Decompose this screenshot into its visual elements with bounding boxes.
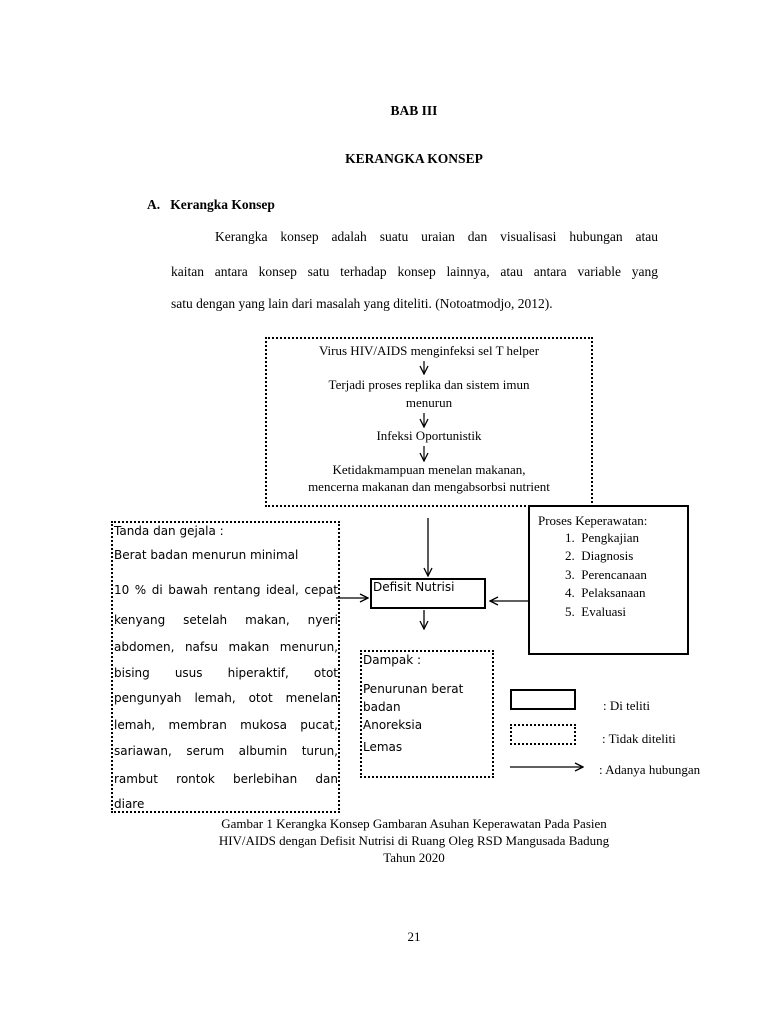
signs-title: Tanda dan gejala : (114, 524, 224, 538)
flow-step-4-line-2: mencerna makanan dan mengabsorbsi nutrient (308, 479, 550, 494)
deficit-nutrition-label: Defisit Nutrisi (373, 580, 455, 594)
section-heading: A. Kerangka Konsep (147, 197, 275, 212)
paragraph-line-2: kaitan antara konsep satu terhadap konsep lainnya, atau antara variable yang (171, 264, 658, 279)
signs-line-6: pengunyah lemah, otot menelan (114, 691, 338, 705)
legend-not-studied-label: : Tidak diteliti (602, 731, 676, 746)
paragraph-line-1: Kerangka konsep adalah suatu uraian dan visualisasi hubungan atau (215, 229, 658, 244)
figure-caption-line-1: Gambar 1 Kerangka Konsep Gambaran Asuhan Keperawatan Pada Pasien (221, 816, 607, 831)
nursing-process-item-3: 3. Perencanaan (565, 567, 647, 582)
nursing-process-item-4: 4. Pelaksanaan (565, 585, 646, 600)
chapter-title: KERANGKA KONSEP (345, 151, 483, 166)
flow-step-3: Infeksi Oportunistik (376, 428, 482, 443)
impact-title: Dampak : (363, 653, 422, 667)
nursing-process-item-5: 5. Evaluasi (565, 604, 627, 619)
nursing-process-title: Proses Keperawatan: (538, 513, 648, 528)
legend-relation-label: : Adanya hubungan (599, 762, 701, 777)
page-number: 21 (407, 929, 421, 944)
signs-line-5: bising usus hiperaktif, otot (114, 666, 338, 680)
chapter-heading: BAB III (390, 103, 438, 118)
signs-line-8: sariawan, serum albumin turun, (114, 744, 338, 758)
signs-line-4: abdomen, nafsu makan menurun, (114, 640, 338, 654)
impact-line-4: Lemas (363, 740, 403, 754)
signs-line-2: 10 % di bawah rentang ideal, cepat (114, 583, 338, 597)
flow-step-1: Virus HIV/AIDS menginfeksi sel T helper (318, 343, 540, 358)
flow-step-2-line-1: Terjadi proses replika dan sistem imun (328, 377, 530, 392)
signs-line-7: lemah, membran mukosa pucat, (114, 718, 338, 732)
impact-line-3: Anoreksia (363, 718, 423, 732)
legend-studied-label: : Di teliti (603, 698, 650, 713)
figure-caption-line-2: HIV/AIDS dengan Defisit Nutrisi di Ruang Oleg RSD Mangusada Badung (218, 833, 610, 848)
signs-line-9: rambut rontok berlebihan dan (114, 772, 338, 786)
flow-step-4-line-1: Ketidakmampuan menelan makanan, (332, 462, 526, 477)
nursing-process-item-2: 2. Diagnosis (565, 548, 634, 563)
signs-line-3: kenyang setelah makan, nyeri (114, 613, 338, 627)
paragraph-line-3: satu dengan yang lain dari masalah yang diteliti. (Notoatmodjo, 2012). (171, 296, 553, 311)
impact-line-2: badan (363, 700, 401, 714)
nursing-process-item-1: 1. Pengkajian (565, 530, 640, 545)
figure-caption-line-3: Tahun 2020 (383, 850, 445, 865)
signs-line-1: Berat badan menurun minimal (114, 548, 299, 562)
impact-line-1: Penurunan berat (363, 682, 464, 696)
flow-step-2-line-2: menurun (405, 395, 453, 410)
signs-line-10: diare (114, 798, 145, 811)
